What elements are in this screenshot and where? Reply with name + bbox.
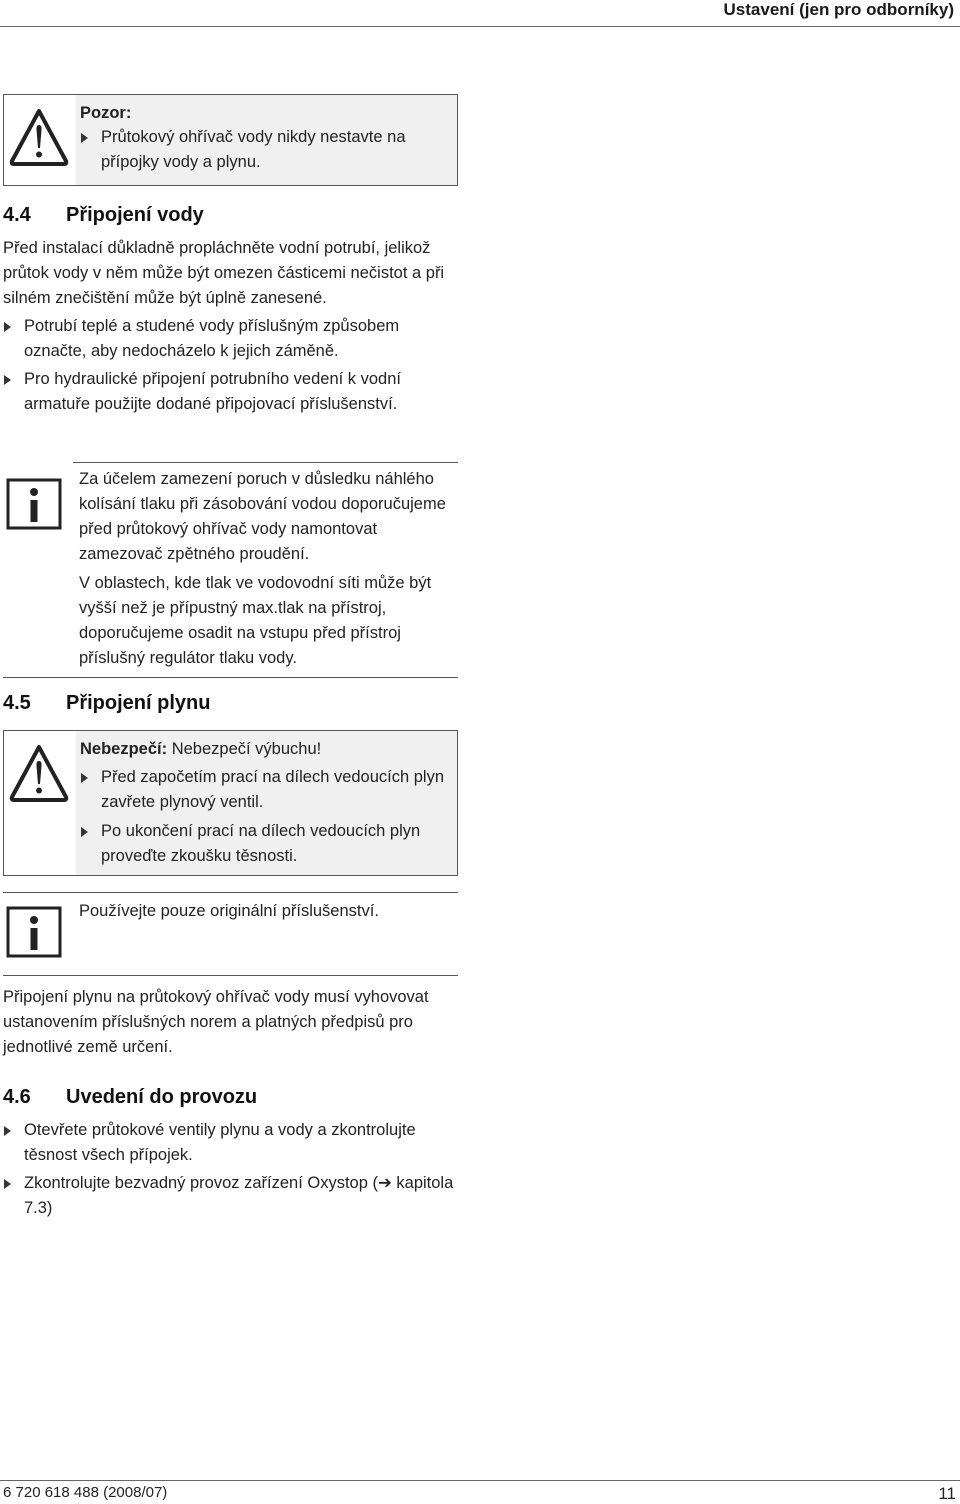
info-icon — [6, 906, 62, 958]
info-icon — [6, 478, 62, 530]
warning-content — [76, 731, 457, 875]
warning-triangle-icon — [8, 107, 70, 167]
footer-rule — [0, 1480, 960, 1481]
info-text: Používejte pouze originální příslušenství. — [79, 902, 379, 920]
list-item — [3, 314, 461, 364]
warning-item — [80, 765, 449, 815]
list-item — [3, 1171, 461, 1221]
warning-item — [80, 819, 449, 869]
triangle-bullet-icon — [4, 322, 11, 332]
info-bottom-rule — [3, 677, 458, 678]
section-4-6-body — [3, 1118, 461, 1221]
warning-label-rest: Nebezpečí výbuchu! — [167, 740, 322, 758]
warning-item-text: Před započetím prací na dílech vedoucích plyn zavřete plynový ventil. — [101, 768, 445, 811]
page-number: 11 — [938, 1484, 956, 1503]
intro-paragraph: Před instalací důkladně propláchněte vodní potrubí, jelikož průtok vody v něm může být omezen částicemi nečistot a při silném znečištění může být úplně zanesené. — [3, 239, 445, 307]
section-number: 4.4 — [3, 204, 31, 226]
triangle-bullet-icon — [4, 1126, 11, 1136]
list-item-text: Potrubí teplé a studené vody příslušným způsobem označte, aby nedocházelo k jejich záměně. — [24, 317, 400, 360]
warning-icon-cell — [4, 731, 74, 875]
warning-label: Pozor: — [80, 104, 132, 122]
list-item-text: Pro hydraulické připojení potrubního vedení k vodní armatuře použijte dodané připojovací příslušenství. — [24, 370, 401, 413]
warning-item-text: Po ukončení prací na dílech vedoucích plyn proveďte zkoušku těsnosti. — [101, 822, 421, 865]
triangle-bullet-icon — [81, 133, 88, 143]
section-title: Připojení plynu — [66, 692, 211, 714]
section-heading-4-4 — [3, 204, 204, 227]
section-heading-4-5 — [3, 692, 210, 715]
document-number: 6 720 618 488 (2008/07) — [3, 1484, 168, 1501]
section-title: Uvedení do provozu — [66, 1086, 258, 1108]
section-number: 4.6 — [3, 1086, 31, 1108]
triangle-bullet-icon — [81, 827, 88, 837]
info-paragraph: Za účelem zamezení poruch v důsledku náhlého kolísání tlaku při zásobování vodou doporučujeme před průtokový ohřívač vody namontovat zamezovač zpětného proudění. — [79, 470, 446, 563]
warning-label — [80, 737, 449, 761]
warning-box-danger — [3, 730, 458, 876]
warning-item-text: Průtokový ohřívač vody nikdy nestavte na přípojky vody a plynu. — [101, 128, 406, 171]
section-4-4-body — [3, 236, 461, 417]
warning-box-caution — [3, 94, 458, 186]
list-item — [3, 1118, 461, 1168]
info-box-backflow — [3, 462, 458, 678]
list-item-text: Otevřete průtokové ventily plynu a vody a zkontrolujte těsnost všech přípojek. — [24, 1121, 416, 1164]
info-paragraph: V oblastech, kde tlak ve vodovodní síti může být vyšší než je přípustný max.tlak na přístroj, doporučujeme osadit na vstupu před přístroj příslušný regulátor tlaku vody. — [79, 574, 432, 667]
triangle-bullet-icon — [81, 773, 88, 783]
section-title: Připojení vody — [66, 204, 204, 226]
warning-content — [76, 95, 457, 185]
info-bottom-rule — [3, 975, 458, 976]
header-rule — [0, 26, 960, 27]
gas-paragraph: Připojení plynu na průtokový ohřívač vody musí vyhovovat ustanovením příslušných norem a platných předpisů pro jednotlivé země určení. — [3, 988, 429, 1056]
info-text — [79, 463, 458, 671]
triangle-bullet-icon — [4, 1179, 11, 1189]
warning-item — [80, 125, 449, 175]
warning-icon-cell — [4, 95, 74, 185]
list-item-text: Zkontrolujte bezvadný provoz zařízení Oxystop (➔ kapitola 7.3) — [24, 1174, 454, 1217]
triangle-bullet-icon — [4, 375, 11, 385]
header-title: Ustavení (jen pro odborníky) — [723, 0, 954, 19]
section-number: 4.5 — [3, 692, 31, 714]
section-heading-4-6 — [3, 1086, 257, 1109]
info-box-accessories — [3, 892, 458, 976]
list-item — [3, 367, 461, 417]
warning-triangle-icon — [8, 743, 70, 803]
warning-label-strong: Nebezpečí: — [80, 740, 168, 758]
